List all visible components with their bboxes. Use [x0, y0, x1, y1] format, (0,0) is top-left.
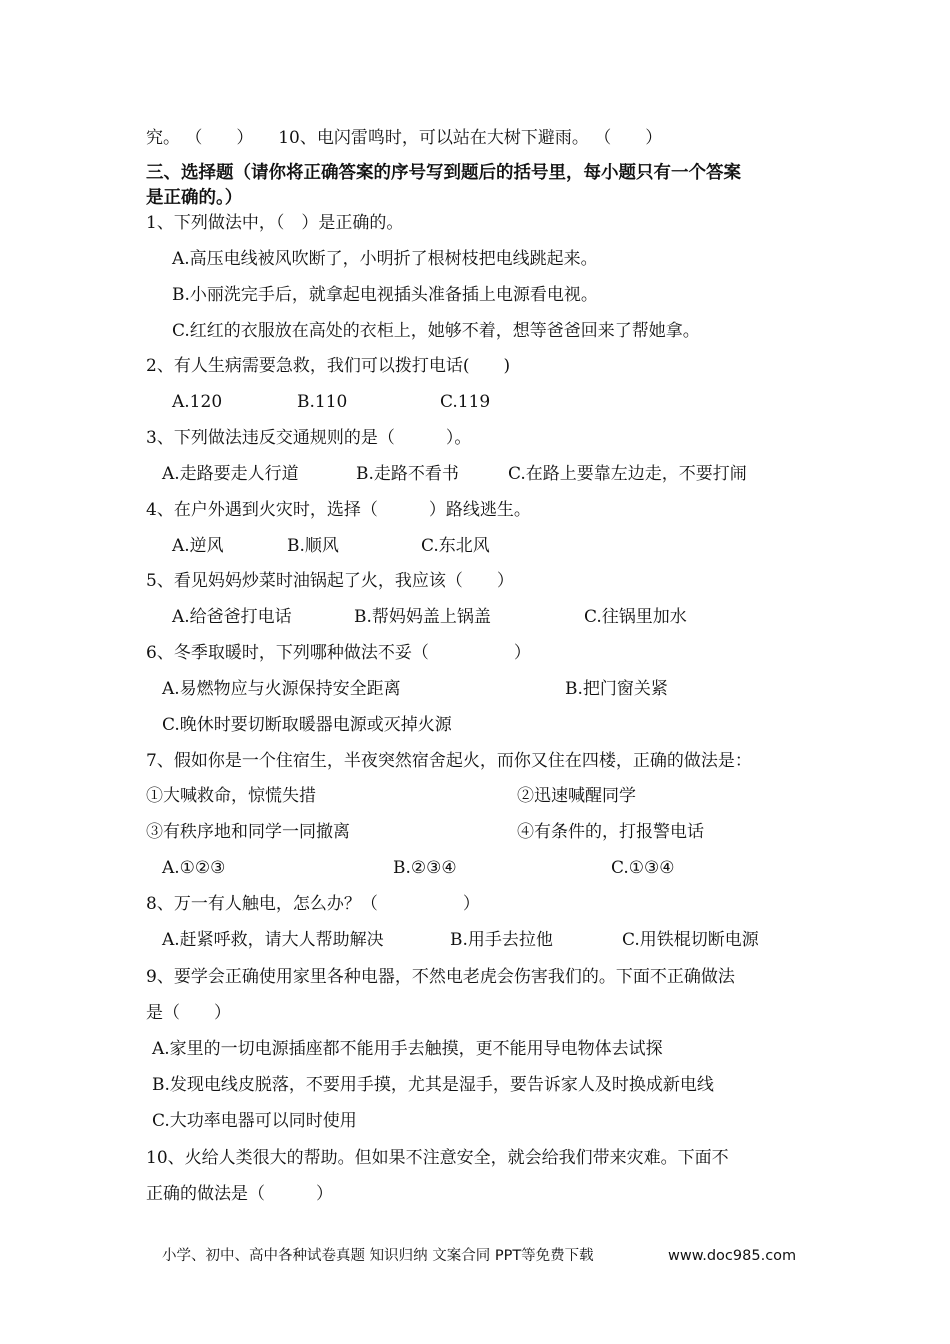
question-5-option-b: B.帮妈妈盖上锅盖 [354, 607, 491, 627]
question-7: 7、假如你是一个住宿生，半夜突然宿舍起火，而你又住在四楼，正确的做法是： [146, 751, 752, 771]
question-1: 1、下列做法中，（ ）是正确的。 [146, 213, 404, 233]
question-5-option-a: A.给爸爸打电话 [172, 607, 292, 627]
question-4: 4、在户外遇到火灾时，选择（ ）路线逃生。 [146, 500, 531, 520]
question-4-option-a: A.逆风 [172, 536, 224, 556]
question-8: 8、万一有人触电，怎么办？（ ） [146, 894, 480, 914]
question-4-option-c: C.东北风 [421, 536, 490, 556]
question-3-option-b: B.走路不看书 [356, 464, 459, 484]
question-1-option-b: B.小丽洗完手后，就拿起电视插头准备插上电源看电视。 [172, 285, 598, 305]
question-6-option-c: C.晚休时要切断取暖器电源或灭掉火源 [162, 715, 452, 735]
judgement-item-10: 10、电闪雷鸣时，可以站在大树下避雨。 （ ） [278, 128, 663, 148]
question-8-option-a: A.赶紧呼救，请大人帮助解决 [162, 930, 384, 950]
question-3-option-c: C.在路上要靠左边走，不要打闹 [508, 464, 747, 484]
footer-promo-text: 小学、初中、高中各种试卷真题 知识归纳 文案合同 PPT等免费下载 [162, 1248, 594, 1264]
question-3: 3、下列做法违反交通规则的是（ ）。 [146, 428, 472, 448]
question-7-option-a: A.①②③ [162, 858, 226, 878]
question-1-option-a: A.高压电线被风吹断了，小明折了根树枝把电线跳起来。 [172, 249, 598, 269]
question-9-continued: 是（ ） [146, 1003, 231, 1023]
question-10: 10、火给人类很大的帮助。但如果不注意安全，就会给我们带来灾难。下面不 [146, 1148, 729, 1168]
question-9-option-c: C.大功率电器可以同时使用 [152, 1111, 357, 1131]
question-7-statement-3: ③有秩序地和同学一同撤离 [146, 822, 350, 842]
answer-blank-text: 究。 （ ） [146, 128, 254, 148]
question-7-statement-4: ④有条件的，打报警电话 [517, 822, 704, 842]
question-2-option-c: C.119 [440, 392, 491, 412]
question-6-option-a: A.易燃物应与火源保持安全距离 [162, 679, 401, 699]
question-1-option-c: C.红红的衣服放在高处的衣柜上，她够不着，想等爸爸回来了帮她拿。 [172, 321, 700, 341]
question-9-option-b: B.发现电线皮脱落，不要用手摸，尤其是湿手，要告诉家人及时换成新电线 [152, 1075, 714, 1095]
question-7-statement-1: ①大喊救命，惊慌失措 [146, 786, 316, 806]
question-9-option-a: A.家里的一切电源插座都不能用手去触摸，更不能用导电物体去试探 [152, 1039, 663, 1059]
question-7-option-b: B.②③④ [393, 858, 457, 878]
question-4-option-b: B.顺风 [287, 536, 339, 556]
question-8-option-c: C.用铁棍切断电源 [622, 930, 759, 950]
section-heading: 三、选择题（请你将正确答案的序号写到题后的括号里，每小题只有一个答案 [146, 163, 741, 183]
question-9: 9、要学会正确使用家里各种电器，不然电老虎会伤害我们的。下面不正确做法 [146, 967, 735, 987]
question-10-continued: 正确的做法是（ ） [146, 1184, 333, 1204]
footer-website-link[interactable]: www.doc985.com [668, 1248, 797, 1264]
question-6: 6、冬季取暖时，下列哪种做法不妥（ ） [146, 643, 531, 663]
question-5: 5、看见妈妈炒菜时油锅起了火，我应该（ ） [146, 571, 514, 591]
judgement-line-continuation [146, 127, 662, 149]
question-5-option-c: C.往锅里加水 [584, 607, 687, 627]
question-7-option-c: C.①③④ [611, 858, 675, 878]
question-6-option-b: B.把门窗关紧 [565, 679, 668, 699]
question-2-option-a: A.120 [172, 392, 223, 412]
question-8-option-b: B.用手去拉他 [450, 930, 553, 950]
question-2-option-b: B.110 [297, 392, 348, 412]
question-7-statement-2: ②迅速喊醒同学 [517, 786, 636, 806]
question-3-option-a: A.走路要走人行道 [162, 464, 299, 484]
question-2: 2、有人生病需要急救，我们可以拨打电话( ) [146, 356, 511, 376]
section-heading-continued: 是正确的。） [146, 188, 243, 208]
